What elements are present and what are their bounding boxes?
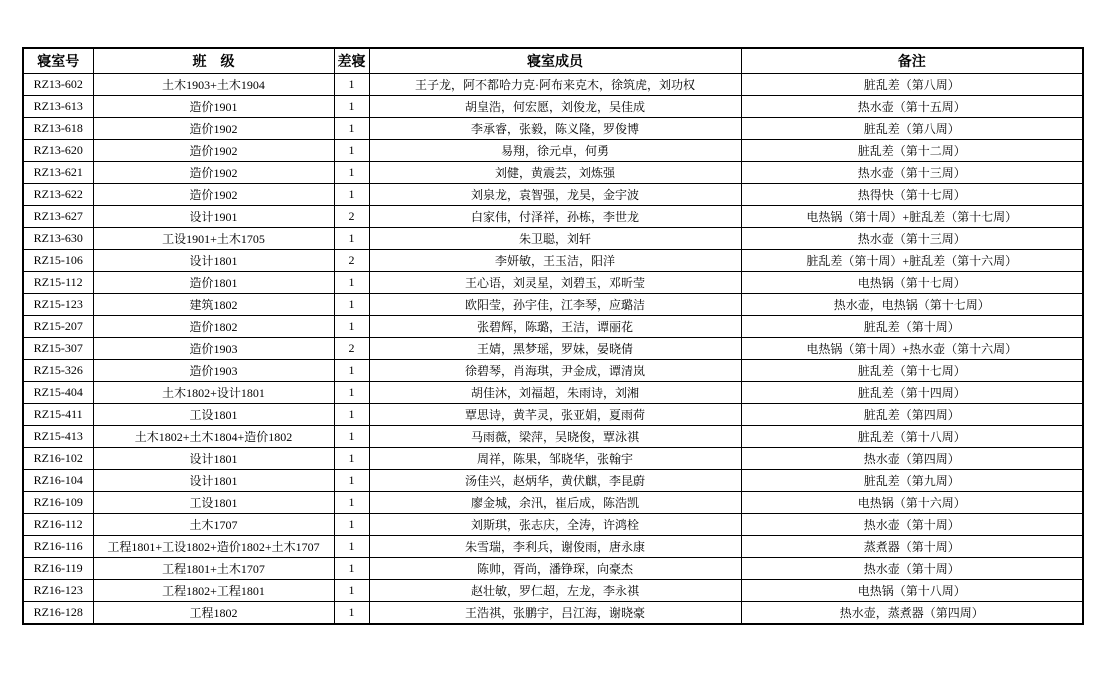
class-cell: 造价1801 <box>93 272 334 294</box>
dorm-inspection-table <box>22 47 1084 625</box>
remark-cell: 脏乱差（第十七周） <box>741 360 1083 382</box>
room-cell: RZ16-102 <box>23 448 93 470</box>
count-cell: 1 <box>334 404 369 426</box>
members-cell: 欧阳莹，孙宇佳，江李琴，应璐洁 <box>369 294 741 316</box>
class-cell: 设计1901 <box>93 206 334 228</box>
count-cell: 1 <box>334 426 369 448</box>
count-cell: 2 <box>334 206 369 228</box>
header-remark: 备注 <box>741 48 1083 74</box>
class-cell: 工程1802 <box>93 602 334 625</box>
members-cell: 张碧辉，陈璐，王洁，谭丽花 <box>369 316 741 338</box>
remark-cell: 电热锅（第十周）+热水壶（第十六周） <box>741 338 1083 360</box>
class-cell: 工设1801 <box>93 492 334 514</box>
remark-cell: 脏乱差（第八周） <box>741 74 1083 96</box>
class-cell: 造价1802 <box>93 316 334 338</box>
count-cell: 1 <box>334 514 369 536</box>
table-row <box>23 514 1083 536</box>
members-cell: 王心语，刘灵星，刘碧玉，邓昕莹 <box>369 272 741 294</box>
class-cell: 设计1801 <box>93 448 334 470</box>
members-cell: 李承睿，张毅，陈义隆，罗俊博 <box>369 118 741 140</box>
members-cell: 胡皇浩，何宏愿，刘俊龙，吴佳成 <box>369 96 741 118</box>
count-cell: 1 <box>334 118 369 140</box>
remark-cell: 脏乱差（第八周） <box>741 118 1083 140</box>
members-cell: 朱雪瑞，李利兵，谢俊雨，唐永康 <box>369 536 741 558</box>
count-cell: 1 <box>334 536 369 558</box>
room-cell: RZ13-622 <box>23 184 93 206</box>
table-row <box>23 272 1083 294</box>
table-row <box>23 558 1083 580</box>
members-cell: 马雨薇，梁萍，吴晓俊，覃泳祺 <box>369 426 741 448</box>
remark-cell: 热水壶（第四周） <box>741 448 1083 470</box>
remark-cell: 热水壶（第十三周） <box>741 228 1083 250</box>
members-cell: 白家伟，付泽祥，孙栋，李世龙 <box>369 206 741 228</box>
room-cell: RZ16-123 <box>23 580 93 602</box>
header-members: 寝室成员 <box>369 48 741 74</box>
room-cell: RZ16-109 <box>23 492 93 514</box>
room-cell: RZ13-618 <box>23 118 93 140</box>
members-cell: 王浩祺，张鹏宇，吕江海，谢晓豪 <box>369 602 741 625</box>
header-class: 班 级 <box>93 48 334 74</box>
count-cell: 1 <box>334 184 369 206</box>
table-row <box>23 294 1083 316</box>
header-count: 差寝 <box>334 48 369 74</box>
room-cell: RZ13-602 <box>23 74 93 96</box>
remark-cell: 热水壶，蒸煮器（第四周） <box>741 602 1083 625</box>
class-cell: 土木1802+土木1804+造价1802 <box>93 426 334 448</box>
class-cell: 土木1707 <box>93 514 334 536</box>
table-row <box>23 448 1083 470</box>
table-header <box>23 48 1083 74</box>
table-row <box>23 602 1083 625</box>
room-cell: RZ15-307 <box>23 338 93 360</box>
remark-cell: 热水壶（第十三周） <box>741 162 1083 184</box>
class-cell: 设计1801 <box>93 470 334 492</box>
remark-cell: 热水壶（第十周） <box>741 558 1083 580</box>
remark-cell: 热得快（第十七周） <box>741 184 1083 206</box>
class-cell: 造价1902 <box>93 162 334 184</box>
count-cell: 2 <box>334 250 369 272</box>
room-cell: RZ16-112 <box>23 514 93 536</box>
count-cell: 1 <box>334 74 369 96</box>
class-cell: 造价1903 <box>93 338 334 360</box>
class-cell: 设计1801 <box>93 250 334 272</box>
class-cell: 造价1903 <box>93 360 334 382</box>
table-row <box>23 184 1083 206</box>
table-row <box>23 96 1083 118</box>
room-cell: RZ13-627 <box>23 206 93 228</box>
members-cell: 汤佳兴，赵炳华，黄伏麒，李昆蔚 <box>369 470 741 492</box>
table-row <box>23 492 1083 514</box>
members-cell: 周祥，陈果，邹晓华，张翰宇 <box>369 448 741 470</box>
remark-cell: 脏乱差（第十八周） <box>741 426 1083 448</box>
remark-cell: 热水壶（第十五周） <box>741 96 1083 118</box>
count-cell: 1 <box>334 360 369 382</box>
count-cell: 1 <box>334 162 369 184</box>
room-cell: RZ15-326 <box>23 360 93 382</box>
remark-cell: 热水壶（第十周） <box>741 514 1083 536</box>
remark-cell: 脏乱差（第四周） <box>741 404 1083 426</box>
remark-cell: 脏乱差（第十四周） <box>741 382 1083 404</box>
members-cell: 王婧，黑梦瑶，罗妹，晏晓倩 <box>369 338 741 360</box>
count-cell: 1 <box>334 294 369 316</box>
remark-cell: 电热锅（第十七周） <box>741 272 1083 294</box>
members-cell: 易翔，徐元卓，何勇 <box>369 140 741 162</box>
room-cell: RZ15-106 <box>23 250 93 272</box>
table-row <box>23 580 1083 602</box>
remark-cell: 电热锅（第十六周） <box>741 492 1083 514</box>
room-cell: RZ16-128 <box>23 602 93 625</box>
table-row <box>23 470 1083 492</box>
remark-cell: 脏乱差（第十周） <box>741 316 1083 338</box>
room-cell: RZ15-413 <box>23 426 93 448</box>
remark-cell: 脏乱差（第十周）+脏乱差（第十六周） <box>741 250 1083 272</box>
table-row <box>23 140 1083 162</box>
count-cell: 1 <box>334 272 369 294</box>
table-row <box>23 426 1083 448</box>
table-row <box>23 206 1083 228</box>
table-row <box>23 536 1083 558</box>
remark-cell: 蒸煮器（第十周） <box>741 536 1083 558</box>
room-cell: RZ15-207 <box>23 316 93 338</box>
members-cell: 陈帅，胥尚，潘铮琛，向豪杰 <box>369 558 741 580</box>
remark-cell: 电热锅（第十八周） <box>741 580 1083 602</box>
members-cell: 赵壮敏，罗仁超，左龙，李永祺 <box>369 580 741 602</box>
room-cell: RZ13-621 <box>23 162 93 184</box>
count-cell: 1 <box>334 382 369 404</box>
count-cell: 1 <box>334 316 369 338</box>
members-cell: 廖金城，余汛，崔后成，陈浩凯 <box>369 492 741 514</box>
count-cell: 1 <box>334 602 369 625</box>
class-cell: 土木1802+设计1801 <box>93 382 334 404</box>
class-cell: 工设1901+土木1705 <box>93 228 334 250</box>
table-row <box>23 162 1083 184</box>
members-cell: 刘泉龙，袁智强，龙昊，金宇波 <box>369 184 741 206</box>
count-cell: 1 <box>334 580 369 602</box>
room-cell: RZ16-104 <box>23 470 93 492</box>
members-cell: 朱卫聪，刘轩 <box>369 228 741 250</box>
table-row <box>23 382 1083 404</box>
count-cell: 1 <box>334 470 369 492</box>
class-cell: 造价1902 <box>93 140 334 162</box>
count-cell: 2 <box>334 338 369 360</box>
room-cell: RZ15-411 <box>23 404 93 426</box>
members-cell: 胡佳沐，刘福超，朱雨诗，刘湘 <box>369 382 741 404</box>
table-row <box>23 360 1083 382</box>
count-cell: 1 <box>334 448 369 470</box>
class-cell: 造价1901 <box>93 96 334 118</box>
room-cell: RZ16-116 <box>23 536 93 558</box>
remark-cell: 脏乱差（第十二周） <box>741 140 1083 162</box>
class-cell: 建筑1802 <box>93 294 334 316</box>
members-cell: 刘斯琪，张志庆，全涛，许鸿栓 <box>369 514 741 536</box>
class-cell: 工程1801+土木1707 <box>93 558 334 580</box>
count-cell: 1 <box>334 492 369 514</box>
members-cell: 覃思诗，黄芊灵，张亚娟，夏雨荷 <box>369 404 741 426</box>
table-row <box>23 338 1083 360</box>
table-row <box>23 250 1083 272</box>
room-cell: RZ13-630 <box>23 228 93 250</box>
count-cell: 1 <box>334 558 369 580</box>
room-cell: RZ15-123 <box>23 294 93 316</box>
header-room: 寝室号 <box>23 48 93 74</box>
table-row <box>23 316 1083 338</box>
room-cell: RZ16-119 <box>23 558 93 580</box>
remark-cell: 脏乱差（第九周） <box>741 470 1083 492</box>
class-cell: 造价1902 <box>93 118 334 140</box>
count-cell: 1 <box>334 96 369 118</box>
table-row <box>23 404 1083 426</box>
remark-cell: 电热锅（第十周）+脏乱差（第十七周） <box>741 206 1083 228</box>
table-row <box>23 118 1083 140</box>
room-cell: RZ13-620 <box>23 140 93 162</box>
class-cell: 工程1801+工设1802+造价1802+土木1707 <box>93 536 334 558</box>
room-cell: RZ13-613 <box>23 96 93 118</box>
class-cell: 工程1802+工程1801 <box>93 580 334 602</box>
count-cell: 1 <box>334 228 369 250</box>
members-cell: 徐碧琴，肖海琪，尹金成，谭清岚 <box>369 360 741 382</box>
class-cell: 造价1902 <box>93 184 334 206</box>
table-body <box>23 74 1083 625</box>
class-cell: 土木1903+土木1904 <box>93 74 334 96</box>
class-cell: 工设1801 <box>93 404 334 426</box>
room-cell: RZ15-404 <box>23 382 93 404</box>
header-row <box>23 48 1083 74</box>
members-cell: 刘健，黄震芸，刘炼强 <box>369 162 741 184</box>
remark-cell: 热水壶，电热锅（第十七周） <box>741 294 1083 316</box>
table-row <box>23 74 1083 96</box>
table-row <box>23 228 1083 250</box>
members-cell: 王子龙，阿不都哈力克·阿布来克木，徐筑虎，刘功权 <box>369 74 741 96</box>
room-cell: RZ15-112 <box>23 272 93 294</box>
members-cell: 李妍敏，王玉洁，阳洋 <box>369 250 741 272</box>
count-cell: 1 <box>334 140 369 162</box>
